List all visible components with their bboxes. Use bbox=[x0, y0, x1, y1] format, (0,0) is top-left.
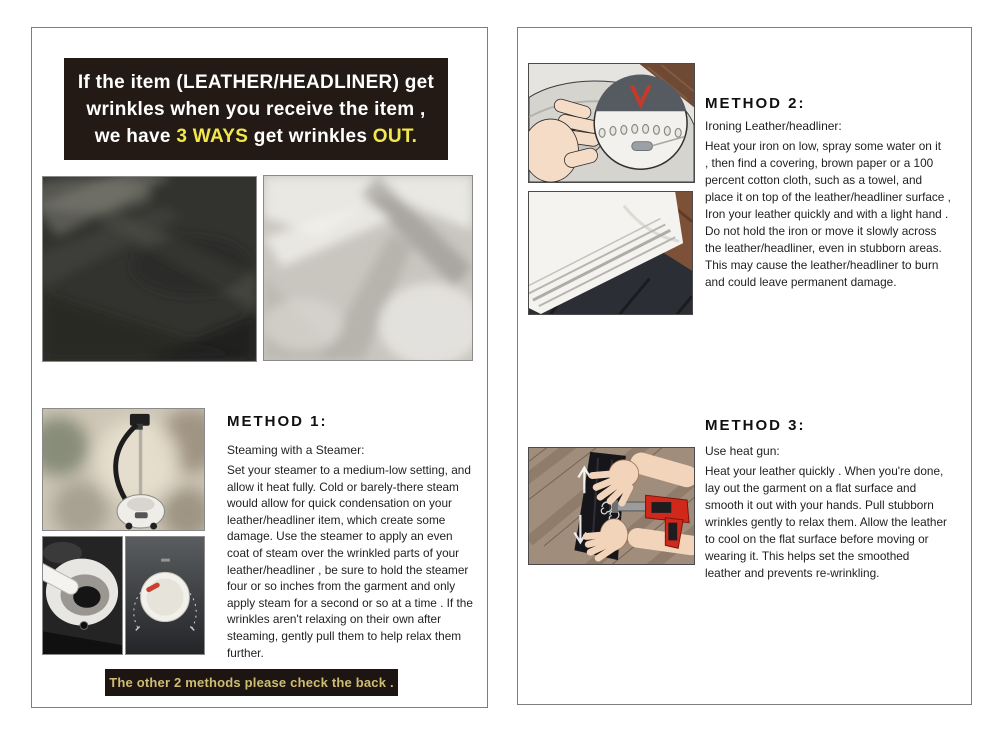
heatgun-illustration bbox=[528, 447, 695, 565]
method3-heading: METHOD 3: bbox=[705, 417, 806, 434]
method1-section bbox=[227, 413, 482, 661]
method2-body: Heat your iron on low, spray some water on it , then find a covering, brown paper or a 100 percent cotton cloth, such as a towel, and place it on top of the leather/headliner surface , Iron your leather quickly and with a light hand . Do not hold the iron or move it slowly across the leather/headliner, even in stubborn areas. This may cause the leather/headliner to burn and could leave permanent damage. bbox=[705, 139, 951, 289]
towel-photo bbox=[528, 191, 693, 315]
method3-section bbox=[705, 417, 967, 582]
banner-line-3: we have 3 WAYS get wrinkles OUT. bbox=[94, 125, 418, 147]
method1-subtitle: Steaming with a Steamer: bbox=[227, 443, 365, 457]
banner-highlight-3ways: 3 WAYS bbox=[176, 125, 249, 147]
steamer-nozzle-photo bbox=[42, 536, 123, 655]
header-banner bbox=[64, 58, 448, 160]
method2-subtitle: Ironing Leather/headliner: bbox=[705, 119, 842, 133]
steamer-dial-photo bbox=[125, 536, 205, 655]
method2-section bbox=[705, 95, 967, 291]
magnifier-inset bbox=[594, 74, 687, 169]
banner-line-2: wrinkles when you receive the item , bbox=[86, 98, 426, 120]
garment-steamer-photo bbox=[42, 408, 205, 531]
wrinkled-leather-photo bbox=[42, 176, 257, 362]
wrinkled-headliner-photo bbox=[263, 175, 473, 361]
left-page-panel bbox=[31, 27, 488, 708]
iron-dial-illustration bbox=[528, 63, 695, 183]
back-note-banner bbox=[105, 669, 398, 696]
right-page-panel bbox=[517, 27, 972, 705]
method1-body: Set your steamer to a medium-low setting, and allow it heat fully. Cold or barely-there steam would allow for quick condensation on your leather/headliner item, which create some damage. Use the steamer to apply an even coat of steam over the wrinkled parts of your leather/headliner , be sure to hold the steamer four or so inches from the garment and only apply steam for a second or so at a time . If the wrinkles aren't relaxing on their own after steaming, gently pull them to help relax them further. bbox=[227, 463, 473, 660]
banner-highlight-out: OUT. bbox=[372, 125, 418, 147]
method2-heading: METHOD 2: bbox=[705, 95, 806, 112]
back-note-text: The other 2 methods please check the back . bbox=[109, 675, 394, 690]
method3-body: Heat your leather quickly . When you're done, lay out the garment on a flat surface and smooth it out with your hands. Pull stubborn wrinkles gently to relax them. Allow the leather to cool on the flat surface before moving or wearing it. This helps set the smoothed leather and prevents re-wrinkling. bbox=[705, 464, 947, 580]
banner-line-1: If the item (LEATHER/HEADLINER) get bbox=[77, 71, 435, 93]
method3-subtitle: Use heat gun: bbox=[705, 444, 780, 458]
method1-heading: METHOD 1: bbox=[227, 413, 328, 430]
